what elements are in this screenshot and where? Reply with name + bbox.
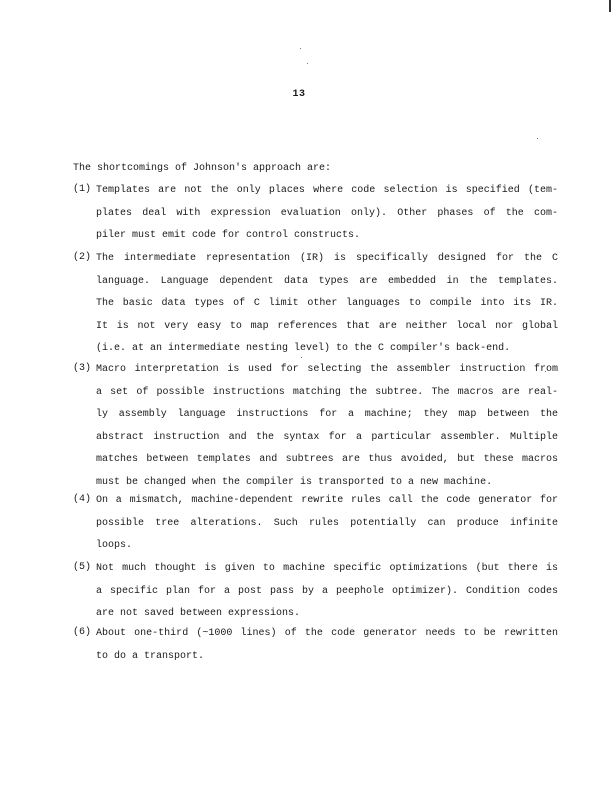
scan-speck [300,48,301,49]
item-line: Macro interpretation is used for selecting the assembler instruction from [96,364,558,375]
scan-edge-mark [609,0,611,12]
item-line: matches between templates and subtrees are thus avoided, but these macros [96,454,558,465]
item-line: The intermediate representation (IR) is specifically designed for the C [96,253,558,264]
list-item [73,562,558,630]
item-number: (4) [73,494,92,505]
item-line: possible tree alterations. Such rules potentially can produce infinite [96,517,558,529]
scan-speck [307,63,308,64]
item-line: must be changed when the compiler is transported to a new machine. [96,476,493,488]
item-line: Not much thought is given to machine specific optimizations (but there is [96,563,558,574]
scan-speck [537,138,538,139]
item-number: (5) [73,562,92,573]
item-line: piler must emit code for control constructs. [96,230,361,241]
list-item [73,184,558,252]
item-line: a specific plan for a post pass by a peephole optimizer). Condition codes [96,585,558,597]
item-line: loops. [96,540,133,551]
item-line: It is not very easy to map references that are neither local nor global [96,320,558,332]
list-item [73,494,558,562]
intro-sentence: The shortcomings of Johnson's approach are: [73,163,332,174]
item-number: (2) [73,252,92,263]
item-line: a set of possible instructions matching the subtree. The macros are real- [96,386,558,398]
item-line: to do a transport. [96,650,205,662]
item-line: The basic data types of C limit other languages to compile into its IR. [96,298,558,309]
item-line: are not saved between expressions. [96,608,301,619]
item-line: On a mismatch, machine-dependent rewrite rules call the code generator for [96,495,558,506]
item-line: ly assembly language instructions for a machine; they map between the [96,409,558,420]
list-item [73,252,558,365]
item-line: About one-third (~1000 lines) of the code generator needs to be rewritten [96,628,558,639]
item-number: (1) [73,184,92,195]
list-item [73,627,558,672]
item-line: language. Language dependent data types are embedded in the templates. [96,275,558,287]
item-line: abstract instruction and the syntax for a particular assembler. Multiple [96,431,558,443]
item-number: (3) [73,363,92,374]
list-item [73,363,558,498]
item-line: Templates are not the only places where code selection is specified (tem- [96,185,558,196]
item-line: plates deal with expression evaluation only). Other phases of the com- [96,207,558,219]
page-number: 13 [292,89,306,100]
item-line: (i.e. at an intermediate nesting level) to the C compiler's back-end. [96,343,511,354]
item-number: (6) [73,627,92,638]
